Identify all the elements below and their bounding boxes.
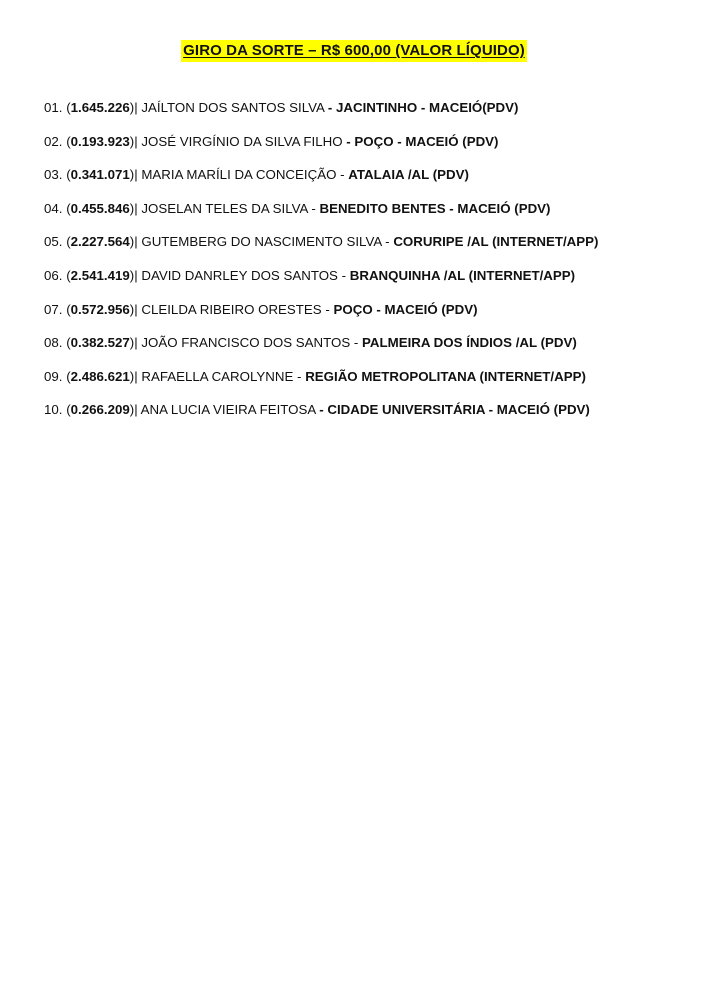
list-item: 06. (2.541.419)| DAVID DANRLEY DOS SANTOS - BRANQUINHA /AL (INTERNET/APP) xyxy=(44,267,576,283)
ticket-number: 0.382.527 xyxy=(70,335,130,351)
list-item: 09. (2.486.621)| RAFAELLA CAROLYNNE - REGIÃO METROPOLITANA (INTERNET/APP) xyxy=(44,368,586,384)
winner-name: MARIA MARÍLI DA CONCEIÇÃO xyxy=(141,167,337,183)
item-number: 10. xyxy=(44,402,63,418)
item-number: 09. xyxy=(44,368,63,384)
list-item: 08. (0.382.527)| JOÃO FRANCISCO DOS SANTOS - PALMEIRA DOS ÍNDIOS /AL (PDV) xyxy=(44,335,577,351)
ticket-number: 0.572.956 xyxy=(70,301,130,317)
winner-location: PALMEIRA DOS ÍNDIOS /AL (PDV) xyxy=(362,335,577,351)
item-number: 07. xyxy=(44,301,63,317)
list-item: 03. (0.341.071)| MARIA MARÍLI DA CONCEIÇÃO - ATALAIA /AL (PDV) xyxy=(44,167,469,183)
item-number: 04. xyxy=(44,200,63,216)
ticket-number: 2.541.419 xyxy=(70,267,130,283)
winner-name: JOÃO FRANCISCO DOS SANTOS xyxy=(141,335,351,351)
winners-list xyxy=(44,98,684,434)
winner-location: CORURIPE /AL (INTERNET/APP) xyxy=(393,234,599,250)
winner-name: GUTEMBERG DO NASCIMENTO SILVA xyxy=(141,234,382,250)
list-item: 10. (0.266.209)| ANA LUCIA VIEIRA FEITOSA - CIDADE UNIVERSITÁRIA - MACEIÓ (PDV) xyxy=(44,402,590,418)
ticket-number: 2.486.621 xyxy=(70,368,130,384)
list-item: 01. (1.645.226)| JAÍLTON DOS SANTOS SILVA - JACINTINHO - MACEIÓ(PDV) xyxy=(44,100,519,115)
ticket-number: 0.193.923 xyxy=(70,133,130,149)
list-item: 05. (2.227.564)| GUTEMBERG DO NASCIMENTO SILVA - CORURIPE /AL (INTERNET/APP) xyxy=(44,234,599,250)
winner-name: JAÍLTON DOS SANTOS SILVA xyxy=(141,100,325,115)
winner-name: CLEILDA RIBEIRO ORESTES xyxy=(141,301,322,317)
ticket-number: 1.645.226 xyxy=(70,100,130,115)
item-number: 03. xyxy=(44,167,63,183)
winner-location: BENEDITO BENTES - MACEIÓ (PDV) xyxy=(319,200,551,216)
list-item: 04. (0.455.846)| JOSELAN TELES DA SILVA - BENEDITO BENTES - MACEIÓ (PDV) xyxy=(44,200,551,216)
winner-name: ANA LUCIA VIEIRA FEITOSA xyxy=(140,402,316,418)
item-number: 08. xyxy=(44,335,63,351)
winner-location: POÇO - MACEIÓ (PDV) xyxy=(333,301,478,317)
item-number: 06. xyxy=(44,267,63,283)
list-item: 02. (0.193.923)| JOSÉ VIRGÍNIO DA SILVA FILHO - POÇO - MACEIÓ (PDV) xyxy=(44,133,499,149)
list-item: 07. (0.572.956)| CLEILDA RIBEIRO ORESTES - POÇO - MACEIÓ (PDV) xyxy=(44,301,478,317)
item-number: 02. xyxy=(44,133,63,149)
page-title: GIRO DA SORTE – R$ 600,00 (VALOR LÍQUIDO) xyxy=(181,40,527,62)
winner-location: JACINTINHO - MACEIÓ(PDV) xyxy=(335,100,519,115)
winner-name: JOSELAN TELES DA SILVA xyxy=(141,200,308,216)
winner-location: ATALAIA /AL (PDV) xyxy=(348,167,469,183)
ticket-number: 2.227.564 xyxy=(70,234,130,250)
winner-location: BRANQUINHA /AL (INTERNET/APP) xyxy=(349,267,576,283)
ticket-number: 0.455.846 xyxy=(70,200,130,216)
title-container xyxy=(0,40,708,62)
winner-location: CIDADE UNIVERSITÁRIA - MACEIÓ (PDV) xyxy=(327,402,590,418)
winner-name: JOSÉ VIRGÍNIO DA SILVA FILHO xyxy=(141,133,343,149)
winner-name: RAFAELLA CAROLYNNE xyxy=(141,368,294,384)
item-number: 01. xyxy=(44,100,63,115)
item-number: 05. xyxy=(44,234,63,250)
winner-location: REGIÃO METROPOLITANA (INTERNET/APP) xyxy=(305,368,586,384)
winner-name: DAVID DANRLEY DOS SANTOS xyxy=(141,267,338,283)
ticket-number: 0.266.209 xyxy=(70,402,130,418)
winner-location: POÇO - MACEIÓ (PDV) xyxy=(354,133,499,149)
ticket-number: 0.341.071 xyxy=(70,167,130,183)
